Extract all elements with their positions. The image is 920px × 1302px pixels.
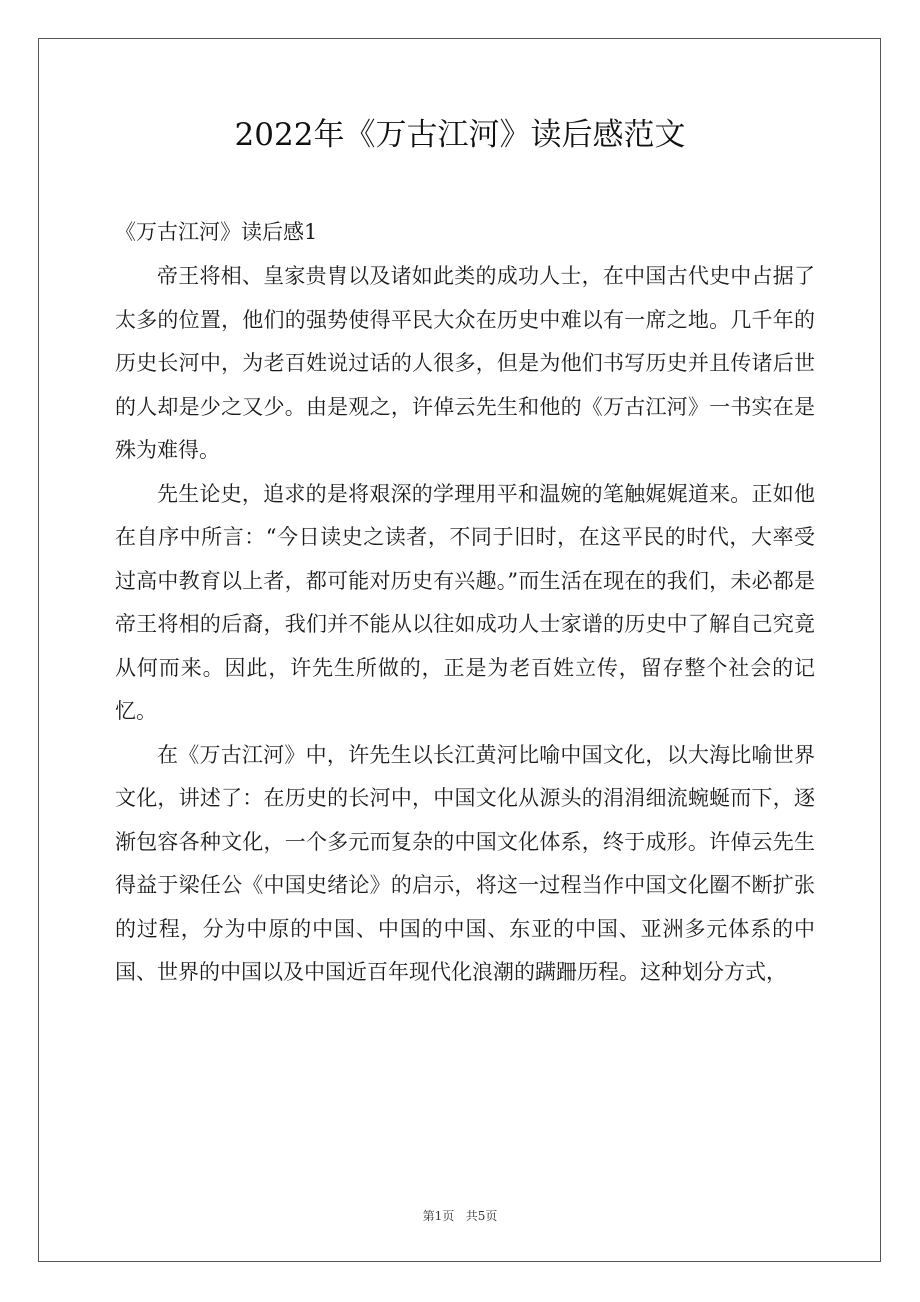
page-total: 共5页	[465, 1209, 498, 1223]
body-text	[115, 255, 815, 995]
paragraph-2: 先生论史，追求的是将艰深的学理用平和温婉的笔触娓娓道来。正如他在自序中所言：“今日读史之读者，不同于旧时，在这平民的时代，大率受过高中教育以上者，都可能对历史有兴趣。”而生活在现在的我们，未必都是帝王将相的后裔，我们并不能从以往如成功人士家谱的历史中了解自己究竟从何而来。因此，许先生所做的，正是为老百姓立传，留存整个社会的记忆。	[115, 481, 815, 723]
paragraph-3: 在《万古江河》中，许先生以长江黄河比喻中国文化，以大海比喻世界文化，讲述了：在历史的长河中，中国文化从源头的涓涓细流蜿蜒而下，逐渐包容各种文化，一个多元而复杂的中国文化体系，终于成形。许倬云先生得益于梁任公《中国史绪论》的启示，将这一过程当作中国文化圈不断扩张的过程，分为中原的中国、中国的中国、东亚的中国、亚洲多元体系的中国、世界的中国以及中国近百年现代化浪潮的蹒跚历程。这种划分方式，	[115, 742, 815, 984]
document-title: 2022年《万古江河》读后感范文	[234, 117, 686, 153]
page-number: 第1页	[422, 1209, 455, 1223]
page-footer	[0, 1208, 920, 1224]
section-heading: 《万古江河》读后感1	[115, 220, 318, 244]
paragraph-1: 帝王将相、皇家贵胄以及诸如此类的成功人士，在中国古代史中占据了太多的位置，他们的强势使得平民大众在历史中难以有一席之地。几千年的历史长河中，为老百姓说过话的人很多，但是为他们书写历史并且传诸后世的人却是少之又少。由是观之，许倬云先生和他的《万古江河》一书实在是殊为难得。	[115, 264, 815, 462]
